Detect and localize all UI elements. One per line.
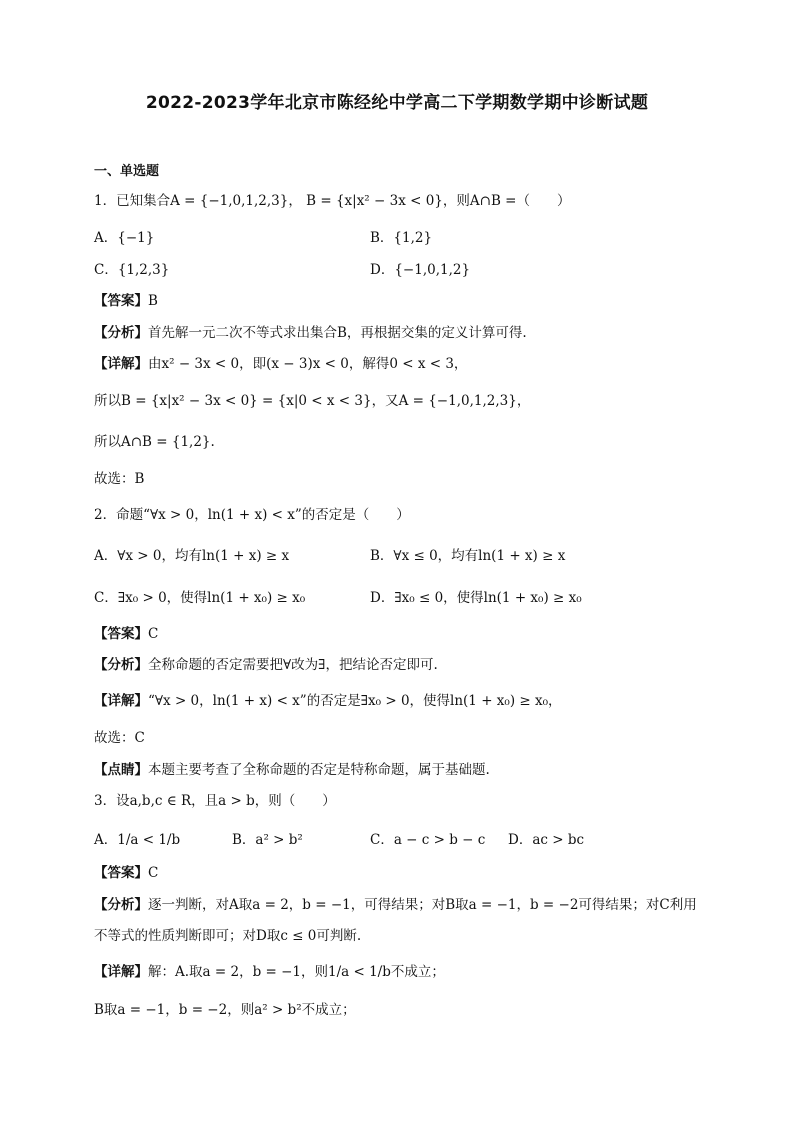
q2-option-a: A．∀x > 0，均有ln(1 + x) ≥ x <box>94 548 290 564</box>
q1-detail-line-2: 所以B = {x|x² − 3x < 0} = {x|0 < x < 3}，又A = {−1,0,1,2,3}， <box>94 393 531 409</box>
q1-stem: 1．已知集合A = {−1,0,1,2,3}， B = {x|x² − 3x < 0}，则A∩B =（ ） <box>94 193 571 209</box>
answer-tag: 【答案】 <box>94 293 148 309</box>
section-heading: 一、单选题 <box>94 164 160 179</box>
answer-tag: 【答案】 <box>94 865 148 881</box>
note-tag: 【点睛】 <box>94 762 148 778</box>
q1-option-b: B．{1,2} <box>370 230 433 246</box>
answer-tag: 【答案】 <box>94 626 148 642</box>
q3-detail-line-1 <box>94 963 445 981</box>
detail-tag: 【详解】 <box>94 964 148 980</box>
q1-option-c: C．{1,2,3} <box>94 262 170 278</box>
q2-option-c: C．∃x₀ > 0，使得ln(1 + x₀) ≥ x₀ <box>94 590 306 606</box>
q1-analysis <box>94 324 527 342</box>
q2-option-d: D．∃x₀ ≤ 0，使得ln(1 + x₀) ≥ x₀ <box>370 590 582 606</box>
page-title: 2022-2023学年北京市陈经纶中学高二下学期数学期中诊断试题 <box>145 93 649 113</box>
answer-value: B <box>148 293 158 309</box>
q1-detail-line-1 <box>94 355 467 373</box>
detail-text: “∀x > 0，ln(1 + x) < x”的否定是∃x₀ > 0，使得ln(1 + x₀) ≥ x₀， <box>148 693 562 709</box>
answer-value: C <box>148 865 159 881</box>
q1-detail-line-3: 所以A∩B = {1,2}. <box>94 434 215 450</box>
q3-option-d: D．ac > bc <box>508 832 585 848</box>
q2-choose: 故选：C <box>94 730 145 746</box>
q3-option-b: B．a² > b² <box>232 832 303 848</box>
q2-option-b: B．∀x ≤ 0，均有ln(1 + x) ≥ x <box>370 548 566 564</box>
detail-tag: 【详解】 <box>94 356 148 372</box>
q3-detail-line-2: B取a = −1，b = −2，则a² > b²不成立； <box>94 1002 356 1018</box>
analysis-text: 逐一判断，对A取a = 2，b = −1，可得结果；对B取a = −1，b = −2可得结果；对C利用 <box>148 897 697 913</box>
answer-value: C <box>148 626 159 642</box>
q3-analysis-line-2: 不等式的性质判断即可；对D取c ≤ 0可判断. <box>94 928 362 944</box>
q3-answer <box>94 864 158 882</box>
analysis-tag: 【分析】 <box>94 897 148 913</box>
q1-choose: 故选：B <box>94 471 145 487</box>
q1-option-d: D．{−1,0,1,2} <box>370 262 471 278</box>
note-text: 本题主要考查了全称命题的否定是特称命题，属于基础题. <box>148 762 490 778</box>
q3-option-a: A．1/a < 1/b <box>94 832 181 848</box>
q2-stem: 2．命题“∀x > 0，ln(1 + x) < x”的否定是（ ） <box>94 507 410 523</box>
q2-analysis <box>94 656 438 674</box>
q2-note <box>94 761 490 779</box>
q2-answer <box>94 625 158 643</box>
detail-tag: 【详解】 <box>94 693 148 709</box>
analysis-text: 全称命题的否定需要把∀改为∃，把结论否定即可. <box>148 657 438 673</box>
q3-stem: 3．设a,b,c ∈ R，且a > b，则（ ） <box>94 793 336 809</box>
q1-option-a: A．{−1} <box>94 230 155 246</box>
q3-option-c: C．a − c > b − c <box>370 832 486 848</box>
analysis-tag: 【分析】 <box>94 657 148 673</box>
detail-text: 由x² − 3x < 0，即(x − 3)x < 0，解得0 < x < 3， <box>148 356 468 372</box>
detail-text: 解：A.取a = 2，b = −1，则1/a < 1/b不成立； <box>148 964 445 980</box>
analysis-tag: 【分析】 <box>94 325 148 341</box>
q1-answer <box>94 292 158 310</box>
analysis-text: 首先解一元二次不等式求出集合B，再根据交集的定义计算可得. <box>148 325 527 341</box>
q2-detail-line-1 <box>94 692 562 710</box>
q3-analysis-line-1 <box>94 896 697 914</box>
